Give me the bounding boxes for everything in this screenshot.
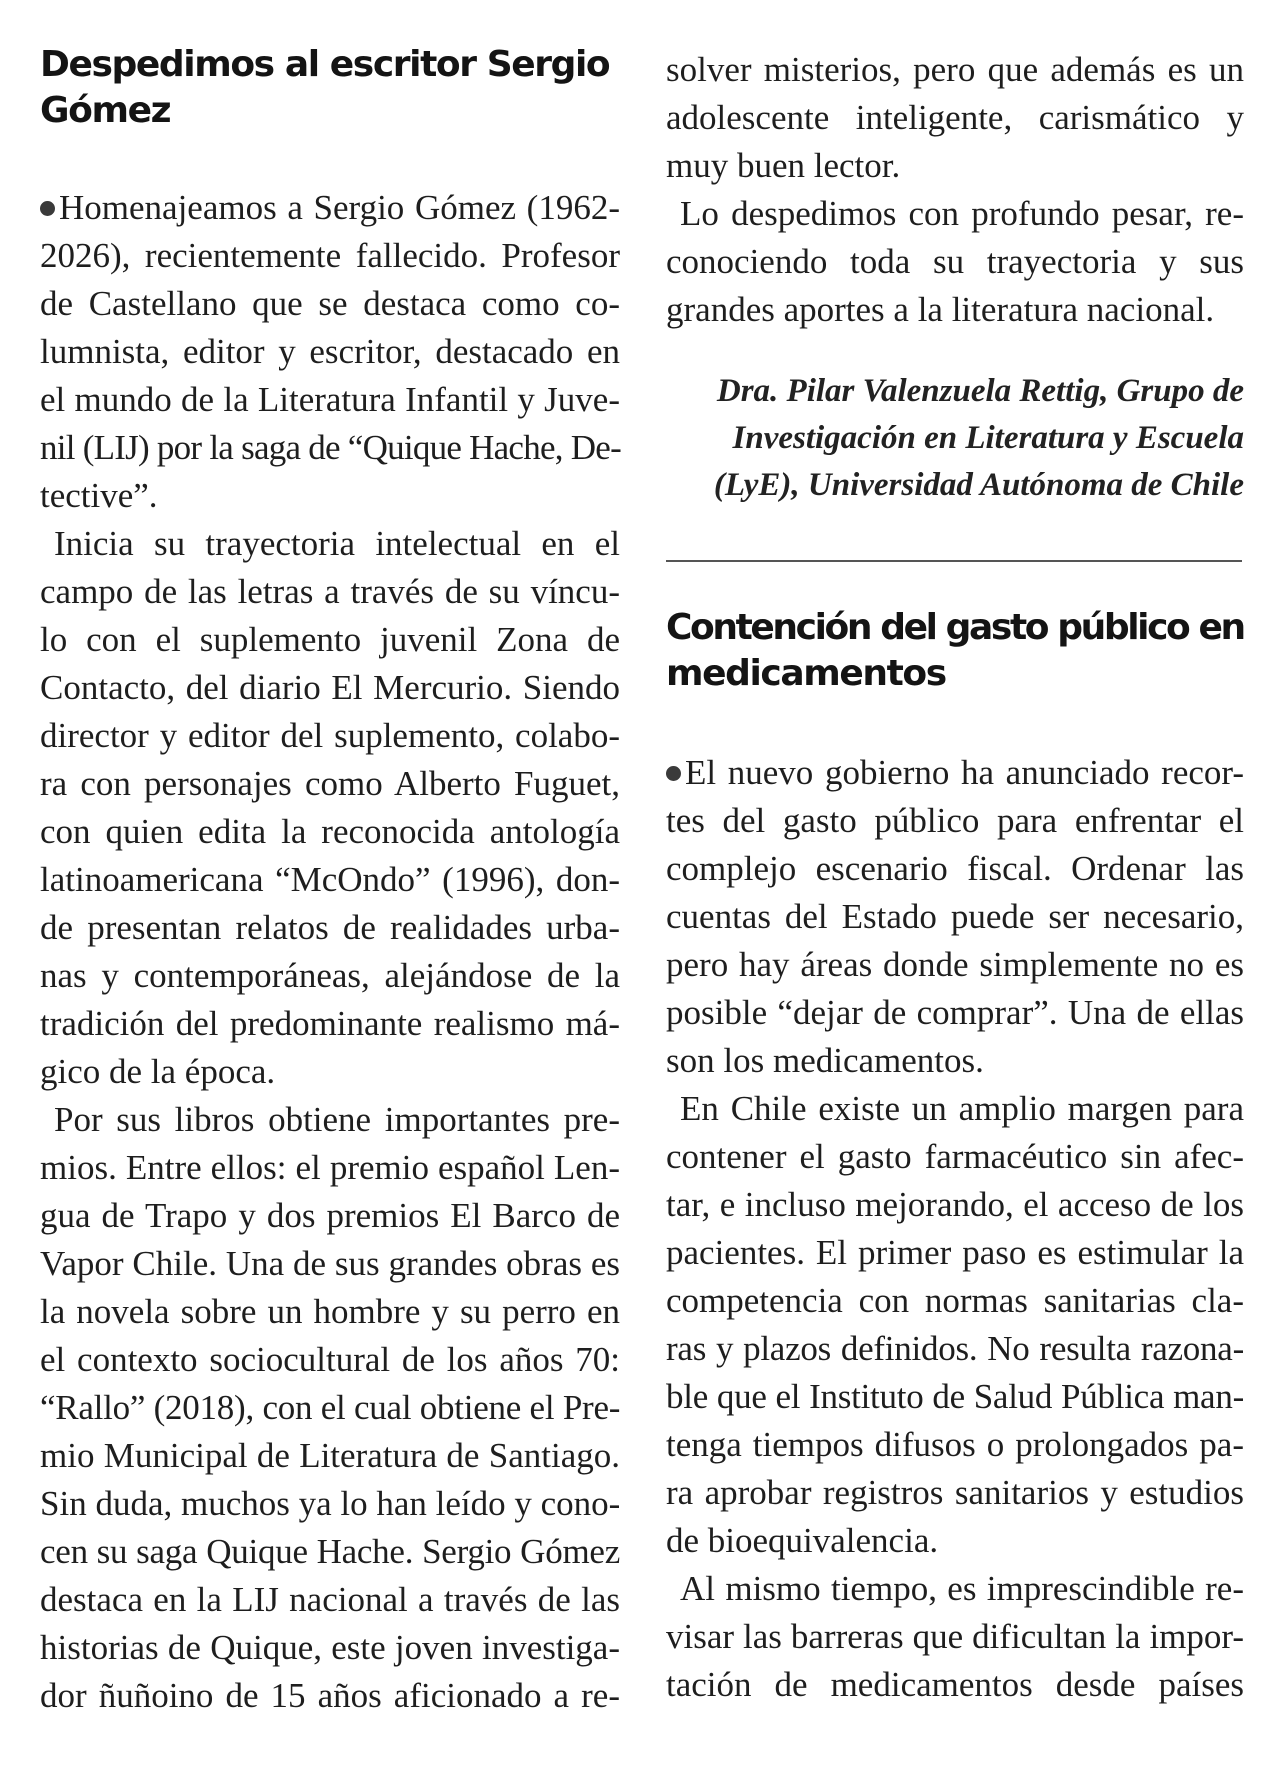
text-line: conociendo toda su trayectoria y sus	[666, 242, 1244, 281]
text-line: 2026), recientemente fallecido. Profesor	[40, 236, 620, 275]
text-line: Contacto, del diario El Mercurio. Siendo	[40, 668, 620, 707]
text-line: gua de Trapo y dos premios El Barco de	[40, 1196, 620, 1235]
headline-line: Contención del gasto público en	[666, 607, 1244, 648]
text-line: con quien edita la reconocida antología	[40, 812, 620, 851]
text-line: la novela sobre un hombre y su perro en	[40, 1292, 620, 1331]
text-line: de presentan relatos de realidades urba-	[40, 908, 620, 947]
text-line: tación de medicamentos desde países	[666, 1665, 1244, 1704]
text-line: Lo despedimos con profundo pesar, re-	[680, 194, 1244, 233]
text-line: mios. Entre ellos: el premio español Len-	[40, 1148, 620, 1187]
bullet-icon	[40, 201, 55, 216]
text-line: pero hay áreas donde simplemente no es	[666, 945, 1244, 984]
left-column	[40, 0, 620, 1720]
text-line: nil (LIJ) por la saga de “Quique Hache, De-	[40, 428, 621, 467]
text-line	[666, 749, 1244, 797]
text-line: de bioequivalencia.	[666, 1521, 939, 1560]
text-line: dor ñuñoino de 15 años aficionado a re-	[40, 1676, 620, 1715]
text-line: ra aprobar registros sanitarios y estudios	[666, 1473, 1244, 1512]
text-line: lo con el suplemento juvenil Zona de	[40, 620, 620, 659]
article1-continuation	[666, 46, 1244, 190]
text-line: latinoamericana “McOndo” (1996), don-	[40, 860, 620, 899]
text-line: son los medicamentos.	[666, 1041, 984, 1080]
text-line: competencia con normas sanitarias cla-	[666, 1281, 1244, 1320]
text-line: el mundo de la Literatura Infantil y Juve-	[40, 380, 620, 419]
headline-line: medicamentos	[666, 653, 946, 694]
text-line: Por sus libros obtiene importantes pre-	[54, 1100, 620, 1139]
text-line: ra con personajes como Alberto Fuguet,	[40, 764, 620, 803]
article1-signature	[666, 368, 1244, 509]
article2-paragraph-1	[666, 749, 1244, 1085]
text-line: Al mismo tiempo, es imprescindible re-	[680, 1569, 1244, 1608]
bullet-icon	[666, 766, 681, 781]
text-line: historias de Quique, este joven investiga-	[40, 1628, 620, 1667]
text-line: contener el gasto farmacéutico sin afec-	[666, 1137, 1244, 1176]
article1-paragraph-3	[40, 1096, 620, 1720]
headline-line: Despedimos al escritor Sergio	[40, 44, 610, 85]
text-line: gico de la época.	[40, 1052, 276, 1091]
text-line: En Chile existe un amplio margen para	[680, 1089, 1244, 1128]
text-line: muy buen lector.	[666, 146, 901, 185]
text-line: Vapor Chile. Una de sus grandes obras es	[40, 1244, 620, 1283]
text-line: grandes aportes a la literatura nacional.	[666, 290, 1215, 329]
headline-line: Gómez	[40, 90, 171, 131]
text-line: destaca en la LIJ nacional a través de las	[40, 1580, 620, 1619]
text-line: pacientes. El primer paso es estimular la	[666, 1233, 1244, 1272]
text-line: tenga tiempos difusos o prolongados pa-	[666, 1425, 1244, 1464]
text-line: ble que el Instituto de Salud Pública man-	[666, 1377, 1244, 1416]
text-line: solver misterios, pero que además es un	[666, 50, 1244, 89]
article2-headline	[666, 605, 1244, 697]
article1-paragraph-1	[40, 184, 620, 520]
signature-line: (LyE), Universidad Autónoma de Chile	[713, 467, 1244, 503]
signature-line: Investigación en Literatura y Escuela	[732, 420, 1244, 456]
text-line: nas y contemporáneas, alejándose de la	[40, 956, 620, 995]
text-line: cen su saga Quique Hache. Sergio Gómez	[40, 1532, 620, 1571]
text-line: Inicia su trayectoria intelectual en el	[54, 524, 620, 563]
text-line: complejo escenario fiscal. Ordenar las	[666, 849, 1244, 888]
right-column	[666, 0, 1244, 1709]
text-line-content: El nuevo gobierno ha anunciado recor-	[685, 753, 1244, 792]
text-line: tradición del predominante realismo má-	[40, 1004, 620, 1043]
text-line: posible “dejar de comprar”. Una de ellas	[666, 993, 1244, 1032]
article1-paragraph-2	[40, 520, 620, 1096]
text-line: tar, e incluso mejorando, el acceso de los	[666, 1185, 1244, 1224]
text-line: tective”.	[40, 476, 158, 515]
text-line: mio Municipal de Literatura de Santiago.	[40, 1436, 620, 1475]
article2-paragraph-3	[666, 1565, 1244, 1709]
article2-paragraph-2	[666, 1085, 1244, 1565]
text-line: campo de las letras a través de su víncu-	[40, 572, 620, 611]
text-line: lumnista, editor y escritor, destacado en	[40, 332, 620, 371]
text-line: cuentas del Estado puede ser necesario,	[666, 897, 1244, 936]
signature-line: Dra. Pilar Valenzuela Rettig, Grupo de	[716, 373, 1244, 409]
text-line: de Castellano que se destaca como co-	[40, 284, 620, 323]
article-divider	[666, 560, 1242, 562]
text-line: tes del gasto público para enfrentar el	[666, 801, 1244, 840]
article1-paragraph-4	[666, 190, 1244, 334]
text-line: “Rallo” (2018), con el cual obtiene el Pre-	[40, 1388, 621, 1427]
text-line: adolescente inteligente, carismático y	[666, 98, 1244, 137]
text-line: director y editor del suplemento, colabo-	[40, 716, 620, 755]
text-line	[40, 184, 620, 232]
text-line: Sin duda, muchos ya lo han leído y cono-	[40, 1484, 621, 1523]
text-line: el contexto sociocultural de los años 70:	[40, 1340, 620, 1379]
text-line: ras y plazos definidos. No resulta razona-	[666, 1329, 1244, 1368]
text-line: visar las barreras que dificultan la impor-	[666, 1617, 1244, 1656]
text-line-content: Homenajeamos a Sergio Gómez (1962-	[59, 188, 620, 227]
article1-headline	[40, 42, 620, 134]
